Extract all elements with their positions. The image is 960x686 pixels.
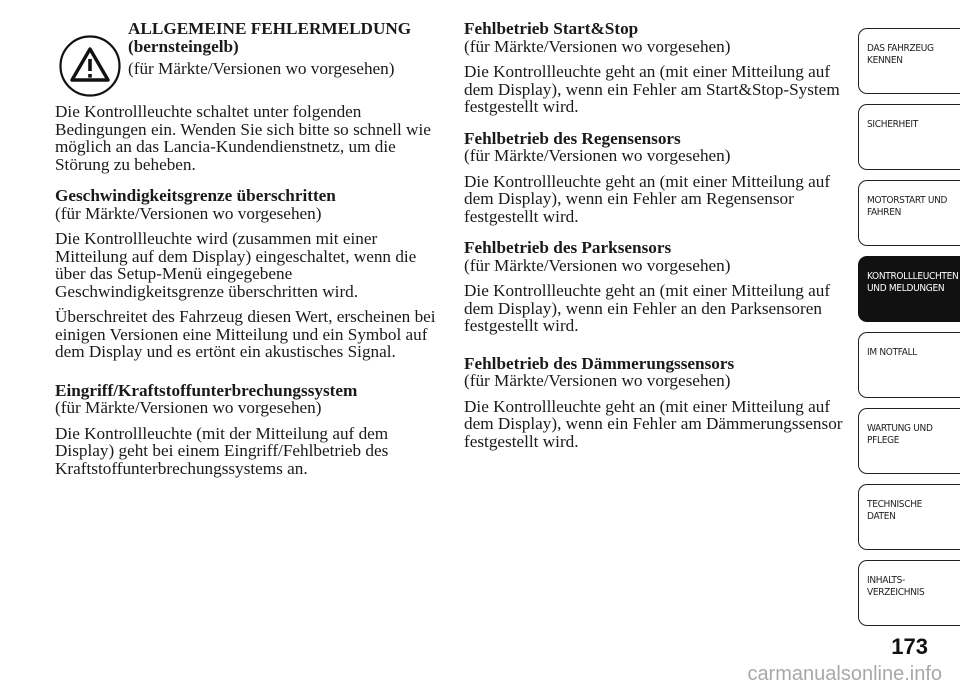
section-paragraph: Die Kontrollleuchte geht an (mit einer Mitteilung auf dem Display), wenn ein Fehler an den Parksensoren festgestellt wird. bbox=[464, 281, 831, 335]
section-paragraph: Überschreitet des Fahrzeug diesen Wert, erscheinen bei einigen Versionen eine Mitteilung und ein Symbol auf dem Display und es ertönt ein akustisches Signal. bbox=[55, 307, 436, 361]
tab-motorstart-und-fahren[interactable] bbox=[858, 180, 960, 246]
tab-im-notfall[interactable] bbox=[858, 332, 960, 398]
tab-label: PFLEGE bbox=[867, 435, 900, 446]
section-note: (für Märkte/Versionen wo vorgesehen) bbox=[464, 146, 731, 165]
warning-title: ALLGEMEINE FEHLERMELDUNG bbox=[128, 19, 412, 38]
tab-label: MOTORSTART UND bbox=[867, 195, 948, 206]
twilight-sensor-section bbox=[464, 355, 844, 451]
tab-label: DAS FAHRZEUG bbox=[867, 43, 934, 54]
rain-sensor-section bbox=[464, 130, 844, 226]
tab-label: UND MELDUNGEN bbox=[867, 283, 945, 294]
tab-das-fahrzeug-kennen[interactable] bbox=[858, 28, 960, 94]
left-column bbox=[55, 103, 440, 485]
tab-label: FAHREN bbox=[867, 207, 902, 218]
section-title: Fehlbetrieb des Parksensors bbox=[464, 238, 672, 257]
section-paragraph: Die Kontrollleuchte geht an (mit einer Mitteilung auf dem Display), wenn ein Fehler am Dämmerungssensor festgestellt wird. bbox=[464, 396, 843, 451]
section-note: (für Märkte/Versionen wo vorgesehen) bbox=[55, 203, 322, 223]
page-number: 173 bbox=[891, 634, 928, 659]
tab-kontrollleuchten-und-meldungen[interactable] bbox=[858, 256, 960, 322]
tab-label: KENNEN bbox=[867, 55, 903, 66]
general-warning-block bbox=[55, 20, 440, 90]
tab-wartung-und-pflege[interactable] bbox=[858, 408, 960, 474]
warning-note: (für Märkte/Versionen wo vorgesehen) bbox=[128, 59, 395, 78]
section-paragraph: Die Kontrollleuchte (mit der Mitteilung auf dem Display) geht bei einem Eingriff/Fehlbetrieb des Kraftstoffunterbrechungssystems an. bbox=[55, 423, 389, 478]
chapter-tabs bbox=[858, 28, 960, 636]
tab-label: DATEN bbox=[867, 511, 896, 522]
tab-inhaltsverzeichnis[interactable] bbox=[858, 560, 960, 626]
tab-label: SICHERHEIT bbox=[867, 119, 918, 130]
section-note: (für Märkte/Versionen wo vorgesehen) bbox=[464, 255, 731, 275]
section-title: Eingriff/Kraftstoffunterbrechungssystem bbox=[55, 380, 358, 400]
tab-technische-daten[interactable] bbox=[858, 484, 960, 550]
tab-label: INHALTS- bbox=[867, 575, 905, 586]
section-note: (für Märkte/Versionen wo vorgesehen) bbox=[464, 36, 731, 56]
section-title: Fehlbetrieb Start&Stop bbox=[464, 19, 639, 38]
section-title: Fehlbetrieb des Dämmerungssensors bbox=[464, 353, 735, 373]
watermark: carmanualsonline.info bbox=[747, 663, 942, 685]
tab-label: VERZEICHNIS bbox=[867, 587, 925, 598]
section-paragraph: Die Kontrollleuchte wird (zusammen mit einer Mitteilung auf dem Display) eingeschaltet, wenn die über das Setup-Menü eingegebene Geschwindigkeitsgrenze überschritten wird. bbox=[55, 229, 417, 301]
tab-label: KONTROLLLEUCHTEN bbox=[867, 271, 959, 282]
warning-triangle-icon bbox=[59, 35, 121, 97]
start-stop-section bbox=[464, 20, 844, 116]
tab-label: WARTUNG UND bbox=[867, 423, 933, 434]
section-title: Geschwindigkeitsgrenze überschritten bbox=[55, 186, 336, 205]
right-column bbox=[464, 20, 844, 458]
intro-text: Die Kontrollleuchte schaltet unter folgenden Bedingungen ein. Wenden Sie sich bitte so schnell wie möglich an das Lancia-Kundendienstnetz, um die Störung zu beheben. bbox=[55, 102, 431, 174]
section-note: (für Märkte/Versionen wo vorgesehen) bbox=[55, 398, 322, 417]
section-paragraph: Die Kontrollleuchte geht an (mit einer Mitteilung auf dem Display), wenn ein Fehler am Start&Stop-System festgestellt wird. bbox=[464, 62, 840, 116]
tab-label: IM NOTFALL bbox=[867, 347, 918, 358]
section-paragraph: Die Kontrollleuchte geht an (mit einer Mitteilung auf dem Display), wenn ein Fehler am Regensensor festgestellt wird. bbox=[464, 171, 831, 226]
warning-color: (bernsteingelb) bbox=[128, 36, 239, 56]
tab-sicherheit[interactable] bbox=[858, 104, 960, 170]
tab-label: TECHNISCHE bbox=[867, 499, 923, 510]
section-title: Fehlbetrieb des Regensensors bbox=[464, 128, 681, 148]
section-note: (für Märkte/Versionen wo vorgesehen) bbox=[464, 371, 731, 390]
park-sensor-section bbox=[464, 239, 844, 335]
fuel-cutoff-section bbox=[55, 382, 440, 478]
speed-limit-section bbox=[55, 187, 440, 361]
